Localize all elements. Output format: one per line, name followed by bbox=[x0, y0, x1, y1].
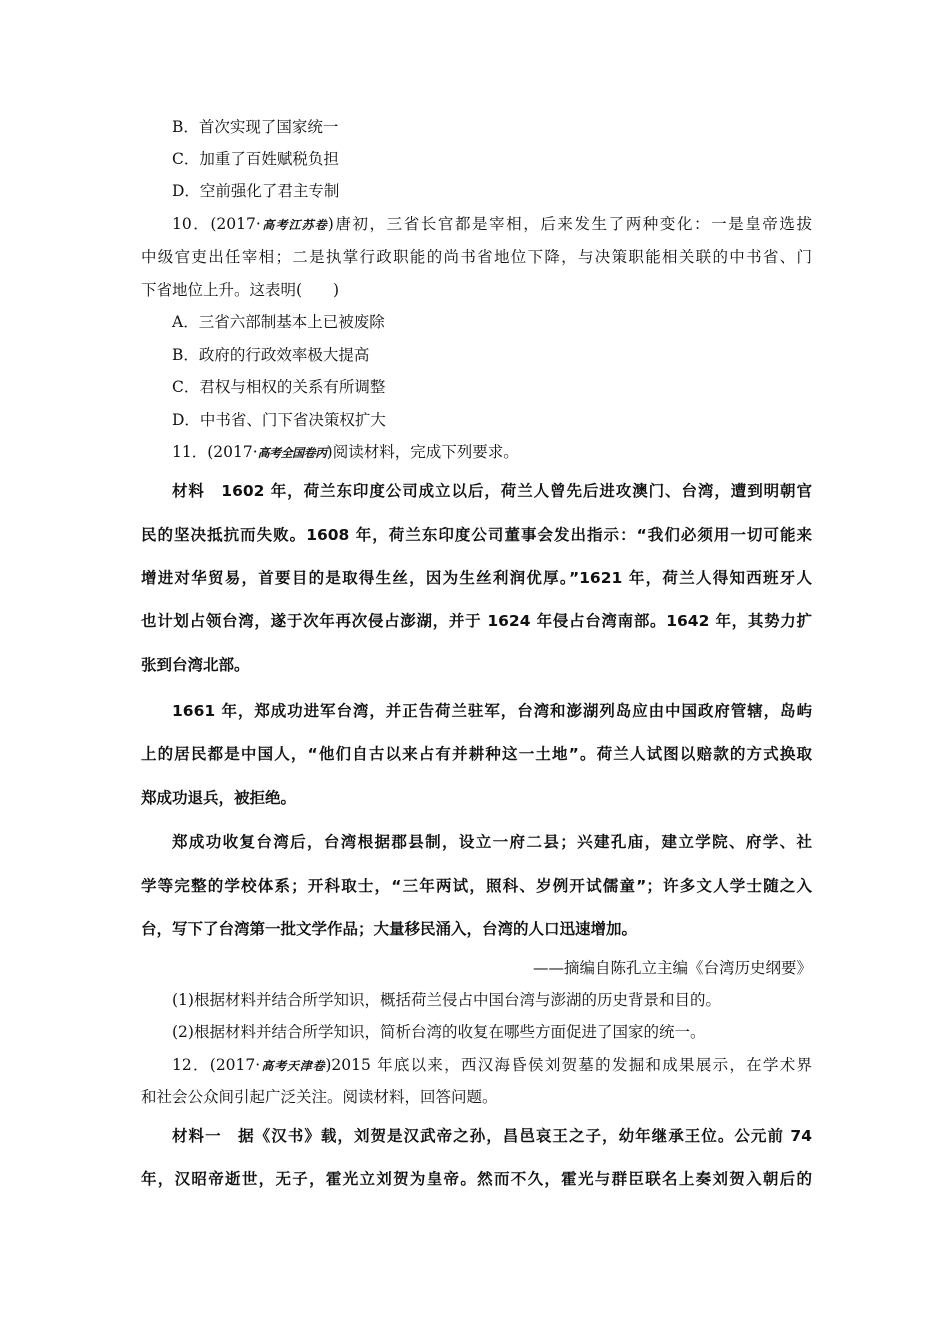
q12-source: 高考天津卷 bbox=[260, 1059, 326, 1073]
q11-material-line: 增进对华贸易，首要目的是取得生丝，因为生丝利润优厚。”1621 年，荷兰人得知西班牙人 bbox=[141, 569, 812, 587]
q11-material-line: 郑成功收复台湾后，台湾根据郡县制，设立一府二县；兴建孔庙，建立学院、府学、社 bbox=[172, 833, 812, 851]
q12-stem-line1 bbox=[172, 1055, 812, 1076]
q11-source: 高考全国卷丙 bbox=[257, 446, 327, 460]
q11-question-2: (2)根据材料并结合所学知识，简析台湾的收复在哪些方面促进了国家的统一。 bbox=[172, 1023, 706, 1041]
q9-option-d: D．空前强化了君主专制 bbox=[172, 182, 340, 200]
q12-stem-text: )2015 年底以来，西汉海昏侯刘贺墓的发掘和成果展示，在学术界 bbox=[325, 1056, 812, 1074]
q11-citation: ——摘编自陈孔立主编《台湾历史纲要》 bbox=[532, 959, 812, 977]
q10-option-c: C．君权与相权的关系有所调整 bbox=[172, 378, 386, 396]
q10-source: 高考江苏卷 bbox=[260, 218, 328, 232]
q11-number: 11．(2017· bbox=[172, 443, 258, 461]
q11-stem-text: )阅读材料，完成下列要求。 bbox=[326, 443, 519, 461]
q11-material-line: 材料 1602 年，荷兰东印度公司成立以后，荷兰人曾先后进攻澳门、台湾，遭到明朝官 bbox=[172, 482, 812, 500]
q11-material-line: 张到台湾北部。 bbox=[141, 656, 250, 674]
q10-number: 10．(2017· bbox=[172, 215, 261, 233]
q11-material-line: 上的居民都是中国人，“他们自古以来占有并耕种这一土地”。荷兰人试图以赔款的方式换取 bbox=[141, 745, 812, 763]
q11-material-line: 民的坚决抵抗而失败。1608 年，荷兰东印度公司董事会发出指示：“我们必须用一切可能来 bbox=[141, 526, 812, 544]
q9-option-b: B．首次实现了国家统一 bbox=[172, 118, 339, 136]
q11-question-1: (1)根据材料并结合所学知识，概括荷兰侵占中国台湾与澎湖的历史背景和目的。 bbox=[172, 991, 721, 1009]
q10-stem-line3: 下省地位上升。这表明( ) bbox=[141, 281, 340, 299]
q12-material-line: 材料一 据《汉书》载，刘贺是汉武帝之孙，昌邑哀王之子，幼年继承王位。公元前 74 bbox=[172, 1127, 812, 1145]
q11-material-line: 台，写下了台湾第一批文学作品；大量移民涌入，台湾的人口迅速增加。 bbox=[141, 920, 638, 938]
q10-stem-text: )唐初，三省长官都是宰相，后来发生了两种变化：一是皇帝选拔 bbox=[327, 215, 812, 233]
q11-stem bbox=[172, 442, 812, 463]
q10-option-b: B．政府的行政效率极大提高 bbox=[172, 346, 370, 364]
q10-option-d: D．中书省、门下省决策权扩大 bbox=[172, 411, 386, 429]
q11-material-line: 郑成功退兵，被拒绝。 bbox=[141, 789, 297, 807]
q9-option-c: C．加重了百姓赋税负担 bbox=[172, 150, 339, 168]
q12-material-line: 年，汉昭帝逝世，无子，霍光立刘贺为皇帝。然而不久，霍光与群臣联名上奏刘贺入朝后的 bbox=[141, 1170, 812, 1188]
q10-stem-line2: 中级官吏出任宰相；二是执掌行政职能的尚书省地位下降，与决策职能相关联的中书省、门 bbox=[141, 248, 812, 266]
q12-stem-line2: 和社会公众间引起广泛关注。阅读材料，回答问题。 bbox=[141, 1088, 498, 1106]
q12-number: 12．(2017· bbox=[172, 1056, 261, 1074]
q10-stem-line1 bbox=[172, 214, 812, 235]
q11-material-line: 也计划占领台湾，遂于次年再次侵占澎湖，并于 1624 年侵占台湾南部。1642 年，其势力扩 bbox=[141, 612, 812, 630]
q11-material-line: 学等完整的学校体系；开科取士，“三年两试，照科、岁例开试儒童”；许多文人学士随之入 bbox=[141, 877, 812, 895]
q11-material-line: 1661 年，郑成功进军台湾，并正告荷兰驻军，台湾和澎湖列岛应由中国政府管辖，岛屿 bbox=[172, 702, 812, 720]
q10-option-a: A．三省六部制基本上已被废除 bbox=[172, 313, 385, 331]
